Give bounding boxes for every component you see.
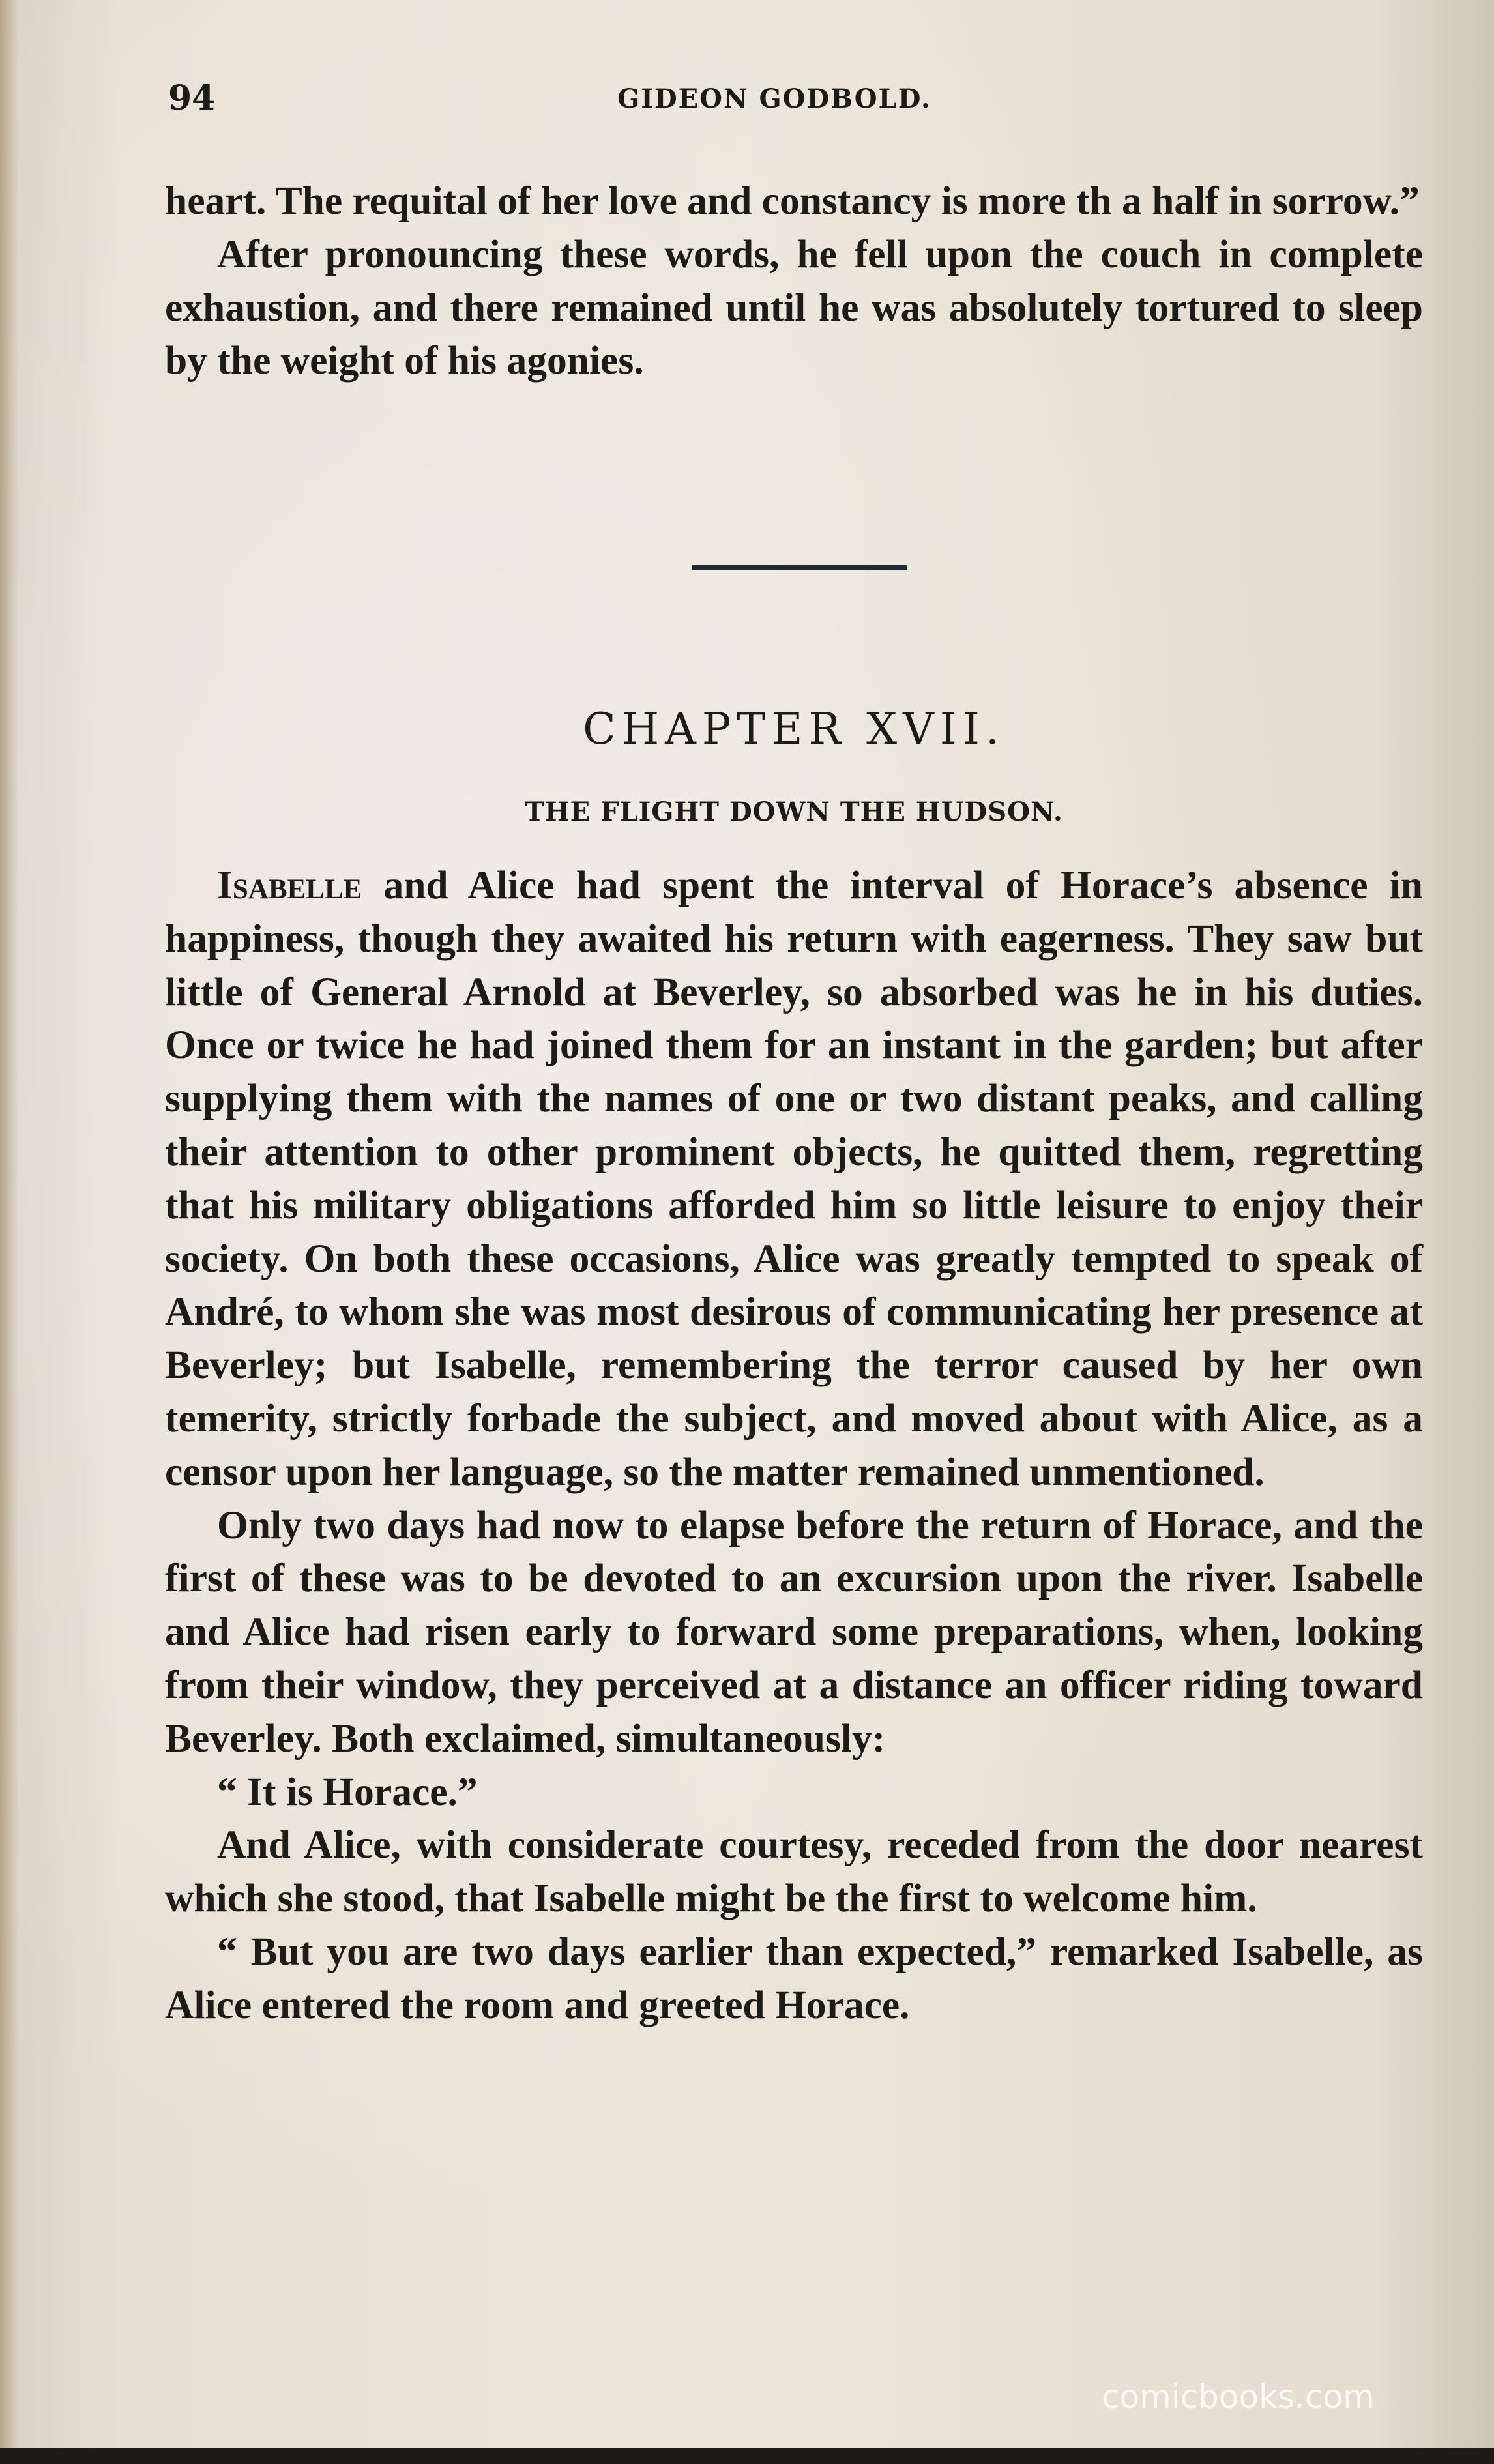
running-head — [168, 78, 1381, 124]
paragraph: “ But you are two days earlier than expected,” remarked Isabelle, as Alice entered the room and greeted Horace. — [165, 1929, 1423, 2027]
paragraph: Only two days had now to elapse before the return of Horace, and the first of these was to be devoted to an excursion upon the river. Isabelle and Alice had risen early to forward some preparations, when, looking from their window, they perceived at a distance an officer riding toward Beverley. Both exclaimed, simultaneously: — [165, 1503, 1423, 1761]
paragraph: And Alice, with considerate courtesy, receded from the door nearest which she stood, that Isabelle might be the first to welcome him. — [165, 1823, 1423, 1921]
chapter-text — [165, 859, 1423, 2032]
chapter-first-word: Isabelle — [217, 863, 362, 907]
chapter-heading: CHAPTER XVII. — [583, 704, 1005, 754]
paragraph — [165, 859, 1423, 1499]
page-number: 94 — [168, 78, 216, 118]
paragraph-text: and Alice had spent the interval of Horace’s absence in happiness, though they awaited his return with eagerness. They saw but little of General Arnold at Beverley, so absorbed was he in his duties. Once or twice he had joined them for an instant in the garden; but after supplying them with the names of one or two distant peaks, and calling their attention to other prominent objects, he quitted them, regretting that his military obligations afforded him so little leisure to enjoy their society. On both these occasions, Alice was greatly tempted to speak of André, to whom she was most desirous of communicating her presence at Beverley; but Isabelle, remembering the terror caused by her own temerity, strictly forbade the subject, and moved about with Alice, as a censor upon her language, so the matter remained unmentioned. — [165, 863, 1423, 1494]
opening-text — [165, 175, 1423, 388]
page-bottom-edge — [0, 2448, 1494, 2464]
chapter-subtitle: THE FLIGHT DOWN THE HUDSON. — [525, 797, 1063, 827]
paragraph: heart. The requital of her love and constancy is more th a half in sorrow.” — [165, 179, 1420, 223]
paragraph: “ It is Horace.” — [217, 1769, 478, 1814]
page-edge-shadow — [0, 0, 18, 2464]
watermark: comicbooks.com — [1102, 2378, 1375, 2416]
running-title: GIDEON GODBOLD. — [617, 83, 931, 114]
paragraph: After pronouncing these words, he fell upon the couch in complete exhaustion, and there remained until he was absolutely tortured to sleep by the weight of his agonies. — [165, 231, 1423, 383]
section-divider — [692, 565, 907, 570]
